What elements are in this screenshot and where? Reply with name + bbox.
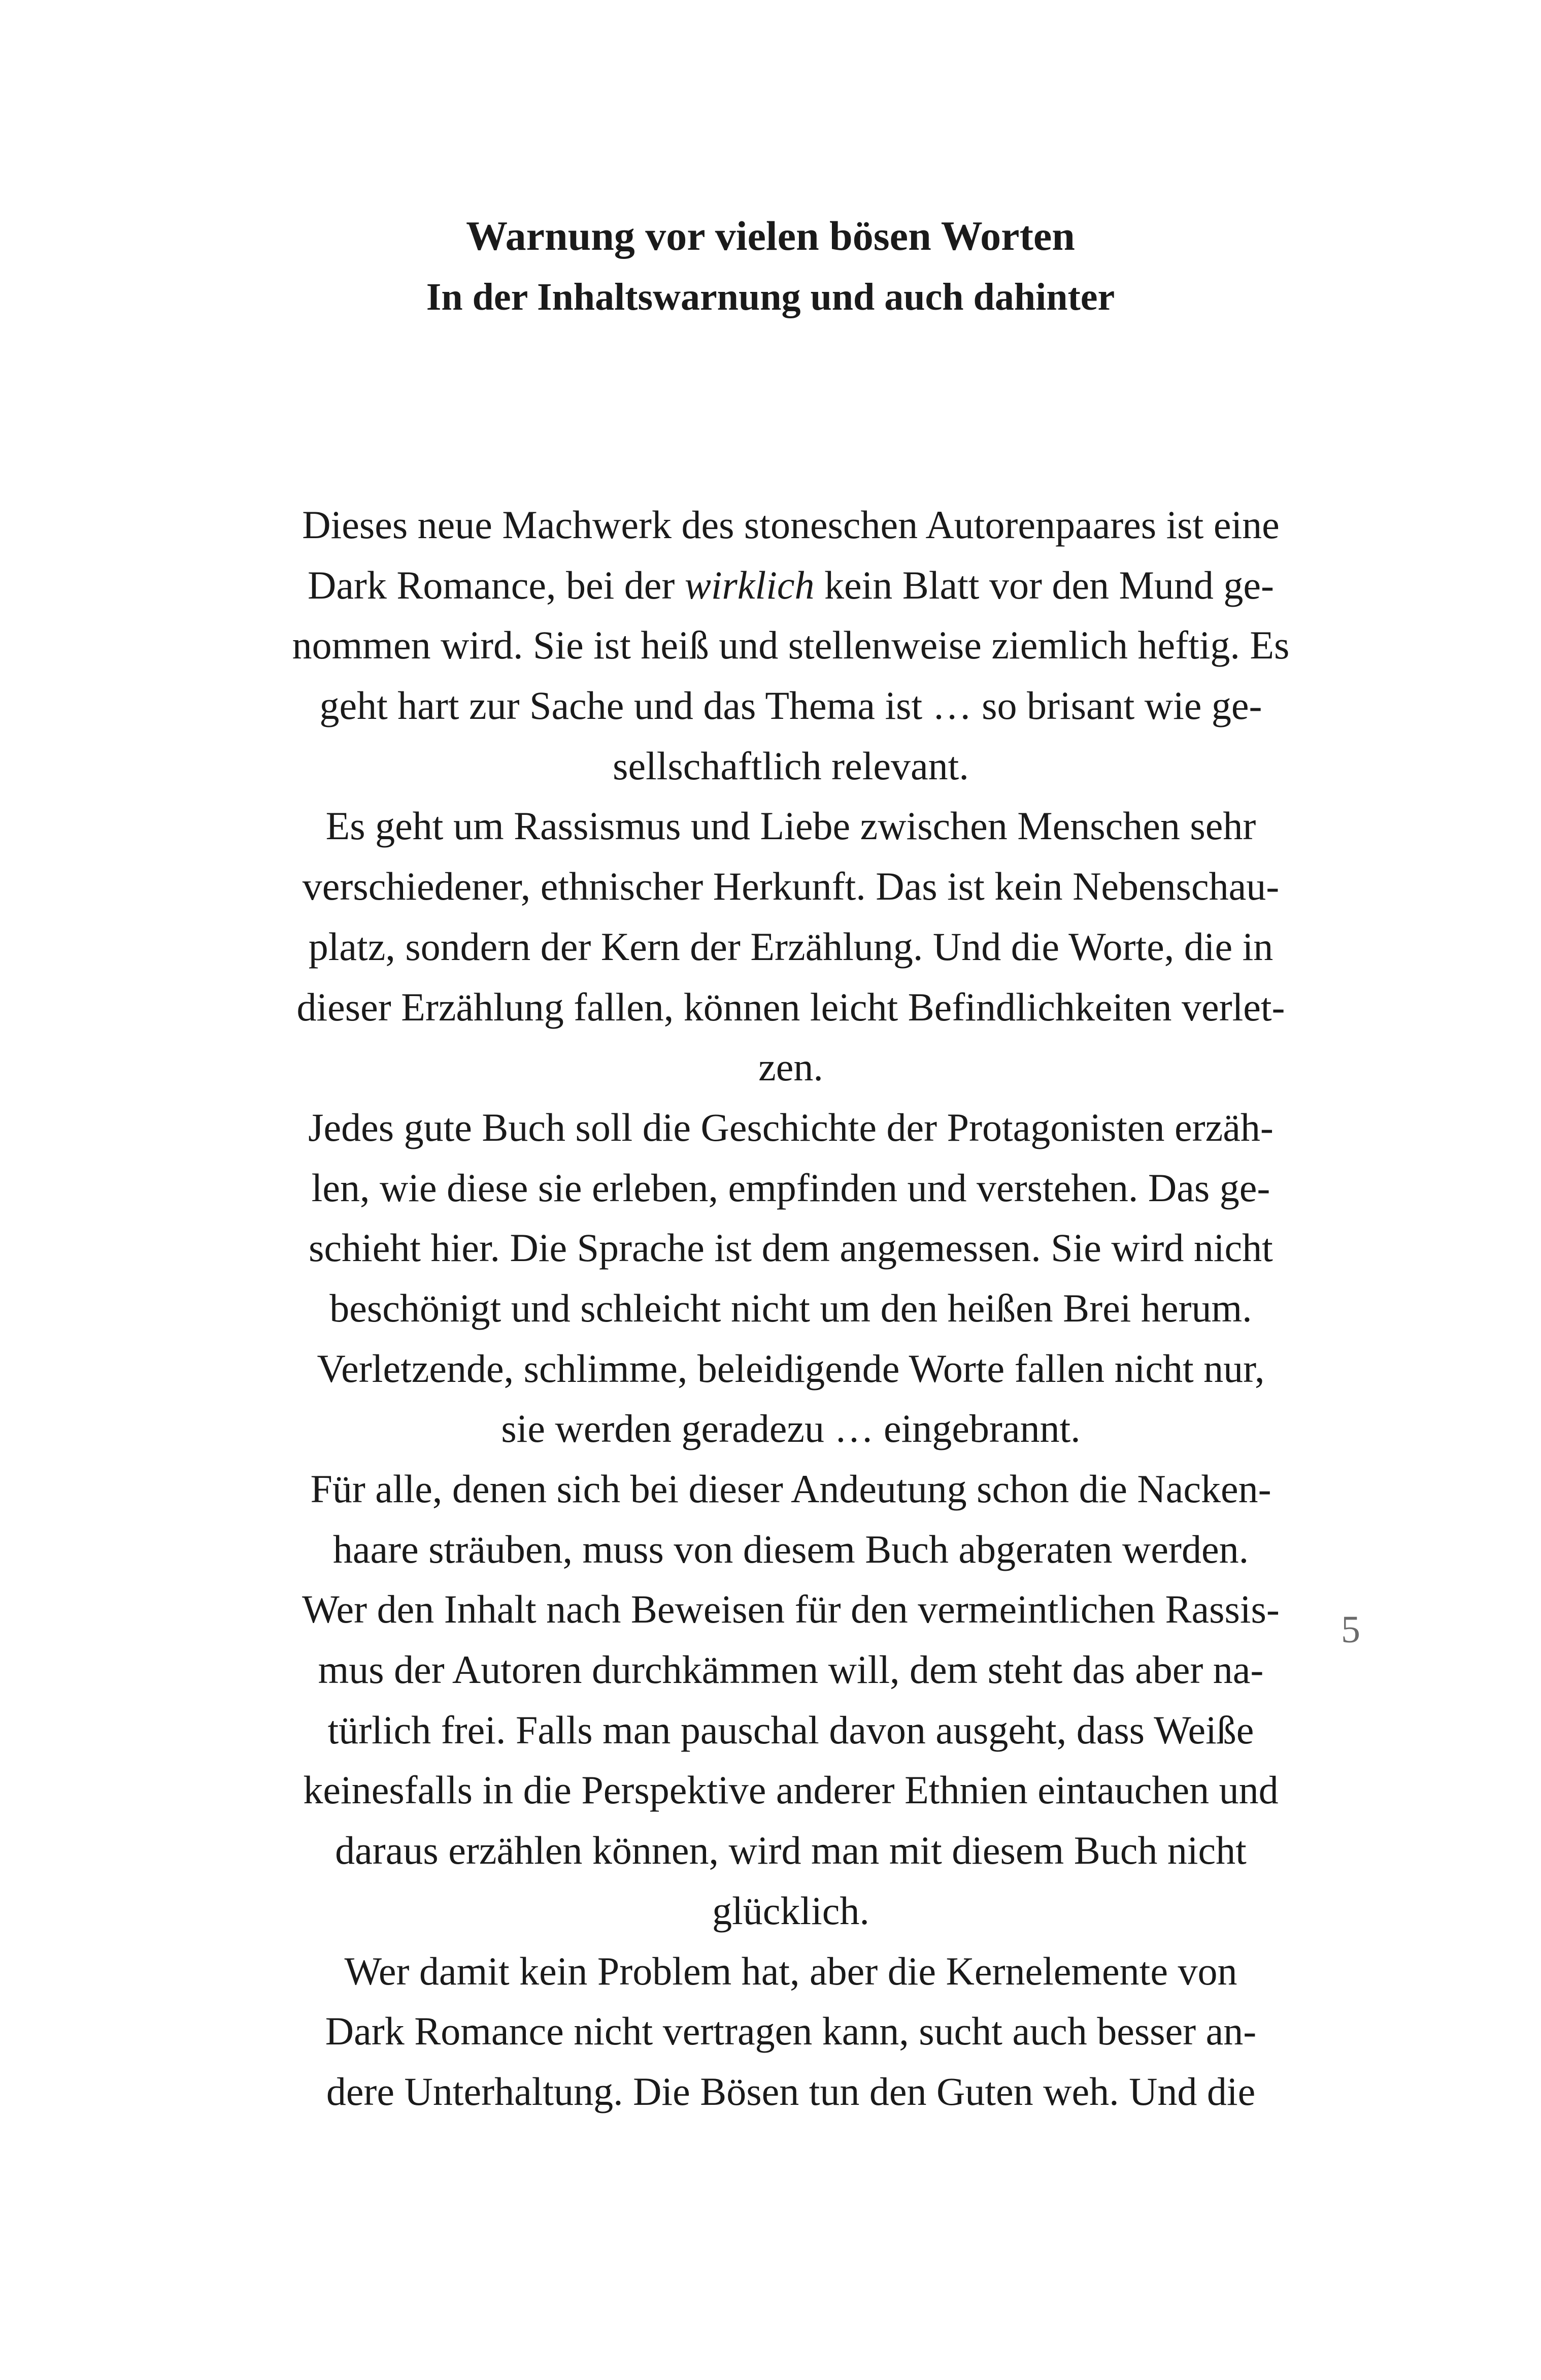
text-line: platz, sondern der Kern der Erzählung. Und die Worte, die in xyxy=(308,924,1274,969)
text-line: Es geht um Rassismus und Liebe zwischen Menschen sehr xyxy=(325,804,1256,848)
text-line: len, wie diese sie erleben, empfinden und verstehen. Das ge- xyxy=(311,1165,1270,1210)
text-line: Wer damit kein Problem hat, aber die Kernelemente von xyxy=(344,1948,1237,1993)
text-line: glücklich. xyxy=(712,1888,869,1933)
text-line: türlich frei. Falls man pauschal davon ausgeht, dass Weiße xyxy=(327,1707,1254,1752)
text-line: Jedes gute Buch soll die Geschichte der Protagonisten erzäh- xyxy=(308,1105,1274,1149)
text-line: dieser Erzählung fallen, können leicht Befindlichkeiten verlet- xyxy=(296,984,1285,1029)
chapter-subtitle: In der Inhaltswarnung und auch dahinter xyxy=(426,276,1115,318)
text-line: dere Unterhaltung. Die Bösen tun den Guten weh. Und die xyxy=(326,2069,1256,2113)
text-line xyxy=(238,555,1344,616)
text-line: keinesfalls in die Perspektive anderer Ethnien eintauchen und xyxy=(303,1768,1279,1812)
chapter-title: Warnung vor vielen bösen Worten xyxy=(466,213,1075,259)
emphasized-word: wirklich xyxy=(684,563,815,607)
page-number: 5 xyxy=(1341,1608,1360,1651)
text-line: Für alle, denen sich bei dieser Andeutung schon die Nacken- xyxy=(310,1467,1271,1511)
text-line: sie werden geradezu … eingebrannt. xyxy=(501,1406,1081,1451)
text-line: nommen wird. Sie ist heiß und stellenweise ziemlich heftig. Es xyxy=(292,623,1290,668)
text-line: Dark Romance nicht vertragen kann, sucht auch besser an- xyxy=(325,2009,1257,2054)
text-line: schieht hier. Die Sprache ist dem angemessen. Sie wird nicht xyxy=(309,1226,1273,1270)
text-line: sellschaftlich relevant. xyxy=(613,743,969,788)
text-line: haare sträuben, muss von diesem Buch abgeraten werden. xyxy=(332,1527,1249,1571)
text-line: Verletzende, schlimme, beleidigende Worte fallen nicht nur, xyxy=(317,1346,1265,1391)
text-line: verschiedener, ethnischer Herkunft. Das ist kein Nebenschau- xyxy=(302,864,1280,909)
text-line: Wer den Inhalt nach Beweisen für den vermeintlichen Rassis- xyxy=(302,1587,1280,1632)
text-line: zen. xyxy=(758,1045,823,1089)
text-segment: Dark Romance, bei der xyxy=(307,563,685,607)
text-line: beschönigt und schleicht nicht um den heißen Brei herum. xyxy=(329,1285,1252,1330)
text-line: geht hart zur Sache und das Thema ist … so brisant wie ge- xyxy=(319,683,1262,728)
body-text xyxy=(238,495,1344,2122)
text-segment: kein Blatt vor den Mund ge- xyxy=(814,563,1274,607)
text-line: mus der Autoren durchkämmen will, dem steht das aber na- xyxy=(318,1647,1264,1692)
text-line: Dieses neue Machwerk des stoneschen Autorenpaares ist eine xyxy=(302,503,1280,547)
text-line: daraus erzählen können, wird man mit diesem Buch nicht xyxy=(335,1828,1247,1873)
